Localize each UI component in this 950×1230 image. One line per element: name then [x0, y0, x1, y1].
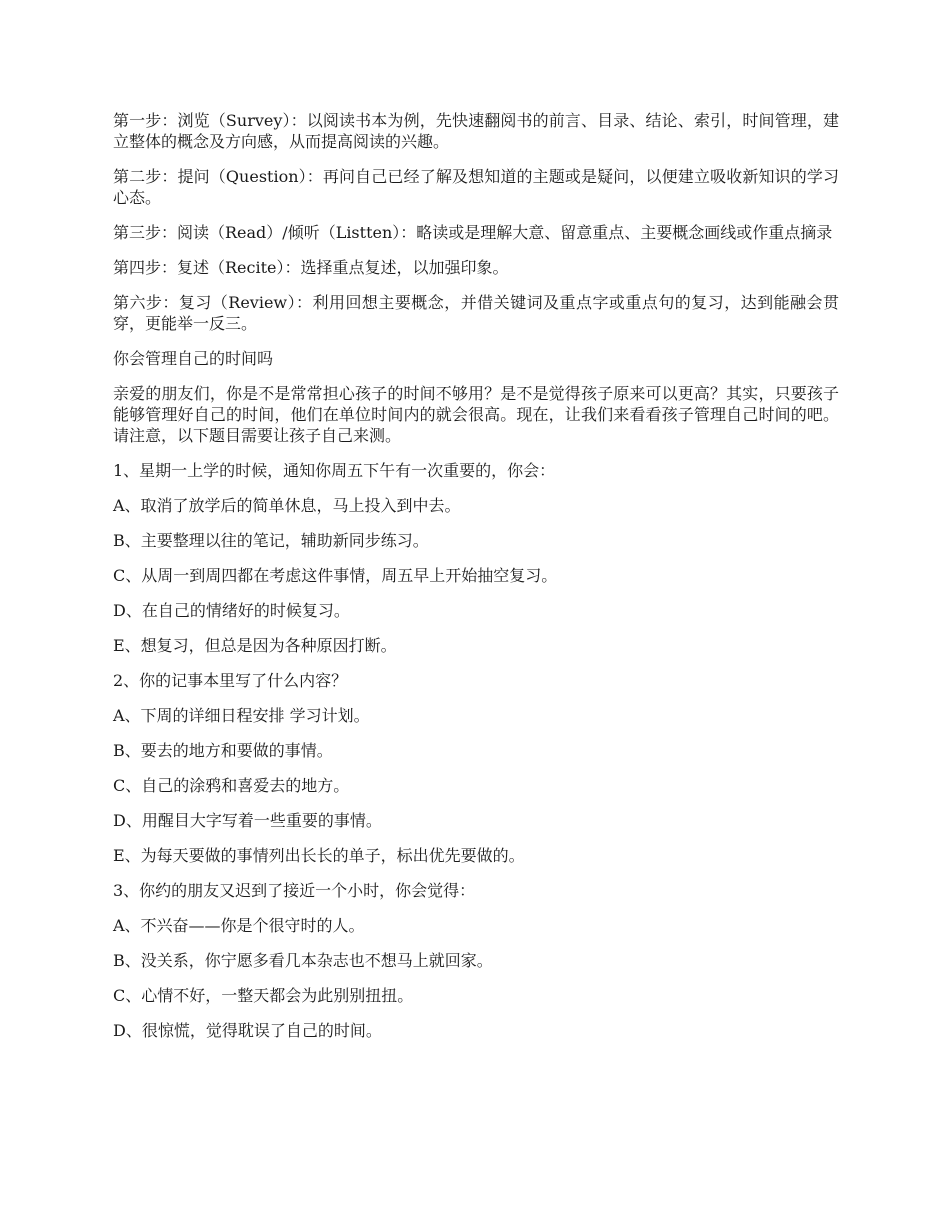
intro-paragraph: 亲爱的朋友们，你是不是常常担心孩子的时间不够用？是不是觉得孩子原来可以更高？其实，只要孩子能够管理好自己的时间，他们在单位时间内的就会很高。现在，让我们来看看孩子管理自己时间的吧。请注意，以下题目需要让孩子自己来测。 [113, 384, 839, 445]
question-3-option-d: D、很惊慌，觉得耽误了自己的时间。 [113, 1021, 382, 1040]
question-1-option-e: E、想复习，但总是因为各种原因打断。 [113, 636, 397, 655]
paragraph-step-4: 第四步：复述（Recite）：选择重点复述，以加强印象。 [113, 258, 509, 277]
section-heading: 你会管理自己的时间吗 [113, 349, 274, 368]
question-3-option-c: C、心情不好，一整天都会为此别别扭扭。 [113, 986, 414, 1005]
paragraph-step-1: 第一步：浏览（Survey）：以阅读书本为例，先快速翻阅书的前言、目录、结论、索引，时间管理，建立整体的概念及方向感，从而提高阅读的兴趣。 [113, 111, 839, 151]
question-2-option-c: C、自己的涂鸦和喜爱去的地方。 [113, 776, 350, 795]
question-1-option-c: C、从周一到周四都在考虑这件事情，周五早上开始抽空复习。 [113, 566, 558, 585]
document-page [113, 110, 839, 1055]
paragraph-step-6: 第六步：复习（Review）：利用回想主要概念，并借关键词及重点字或重点句的复习，达到能融会贯穿，更能举一反三。 [113, 293, 839, 333]
question-3-option-b: B、没关系，你宁愿多看几本杂志也不想马上就回家。 [113, 951, 493, 970]
question-1-option-d: D、在自己的情绪好的时候复习。 [113, 601, 350, 620]
question-2-option-b: B、要去的地方和要做的事情。 [113, 741, 333, 760]
question-2-option-e: E、为每天要做的事情列出长长的单子，标出优先要做的。 [113, 846, 525, 865]
question-2-option-d: D、用醒目大字写着一些重要的事情。 [113, 811, 382, 830]
question-1-option-b: B、主要整理以往的笔记，辅助新同步练习。 [113, 531, 429, 550]
paragraph-step-3: 第三步：阅读（Read）/倾听（Listten）：略读或是理解大意、留意重点、主要概念画线或作重点摘录 [113, 223, 833, 242]
question-2-option-a: A、下周的详细日程安排 学习计划。 [113, 706, 370, 725]
question-3: 3、你约的朋友又迟到了接近一个小时，你会觉得： [113, 881, 476, 900]
paragraph-step-2: 第二步：提问（Question）：再问自己已经了解及想知道的主题或是疑问，以便建立吸收新知识的学习心态。 [113, 167, 839, 207]
question-1: 1、星期一上学的时候，通知你周五下午有一次重要的，你会： [113, 461, 556, 480]
question-3-option-a: A、不兴奋——你是个很守时的人。 [113, 916, 365, 935]
question-2: 2、你的记事本里写了什么内容？ [113, 671, 348, 690]
question-1-option-a: A、取消了放学后的简单休息，马上投入到中去。 [113, 496, 461, 515]
